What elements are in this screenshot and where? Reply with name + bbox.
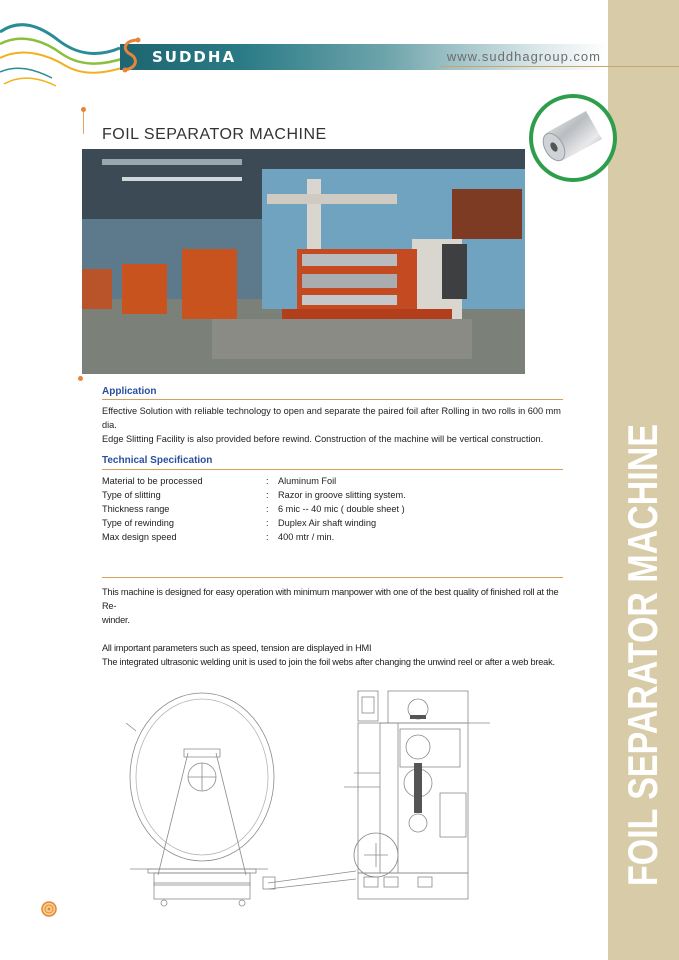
design-note-continued: winder.	[102, 615, 130, 625]
spec-colon: :	[266, 518, 269, 528]
top-rule	[440, 66, 679, 67]
sidebar-title	[608, 420, 679, 890]
spiral-icon	[40, 900, 58, 918]
application-line: Edge Slitting Facility is also provided before rewind. Construction of the machine will be vertical construction.	[102, 434, 544, 444]
page-title: FOIL SEPARATOR MACHINE	[102, 126, 327, 143]
welding-note: The integrated ultrasonic welding unit is used to join the foil webs after changing the unwind reel or after a web break.	[102, 657, 555, 667]
spec-value: 6 mic -- 40 mic ( double sheet )	[278, 504, 405, 514]
notes-text	[102, 585, 572, 669]
brand-name: SUDDHA	[152, 48, 237, 66]
technical-rule	[102, 469, 563, 470]
spec-label: Max design speed	[102, 532, 177, 542]
swirl-logo	[0, 18, 130, 90]
application-heading: Application	[102, 386, 157, 397]
machine-photo	[82, 149, 525, 374]
spec-value: 400 mtr / min.	[278, 532, 335, 542]
spec-colon: :	[266, 504, 269, 514]
spec-label: Material to be processed	[102, 476, 203, 486]
application-text	[102, 404, 572, 446]
spec-label: Thickness range	[102, 504, 170, 514]
hmi-note: All important parameters such as speed, tension are displayed in HMI	[102, 643, 372, 653]
brand-s-icon	[118, 36, 144, 76]
spec-colon: :	[266, 532, 269, 542]
sidebar-title-text: FOIL SEPARATOR MACHINE	[619, 420, 666, 886]
title-accent-line	[83, 110, 84, 134]
title-accent-dot	[81, 107, 86, 112]
spec-colon: :	[266, 476, 269, 486]
spec-colon: :	[266, 490, 269, 500]
spec-value: Razor in groove slitting system.	[278, 490, 406, 500]
spec-label: Type of rewinding	[102, 518, 175, 528]
notes-rule	[102, 577, 563, 578]
spec-value: Aluminum Foil	[278, 476, 337, 486]
spec-value: Duplex Air shaft winding	[278, 518, 377, 528]
application-line: Effective Solution with reliable technology to open and separate the paired foil after Rolling in two rolls in 600 mm dia.	[102, 406, 561, 430]
application-rule	[102, 399, 563, 400]
design-note: This machine is designed for easy operation with minimum manpower with one of the best quality of finished roll at the Re-	[102, 587, 559, 611]
machine-technical-drawing	[118, 683, 498, 913]
foil-roll-image	[528, 93, 618, 183]
technical-heading: Technical Specification	[102, 455, 213, 466]
website-url[interactable]: www.suddhagroup.com	[446, 49, 601, 64]
spec-label: Type of slitting	[102, 490, 161, 500]
section-accent-dot	[78, 376, 83, 381]
